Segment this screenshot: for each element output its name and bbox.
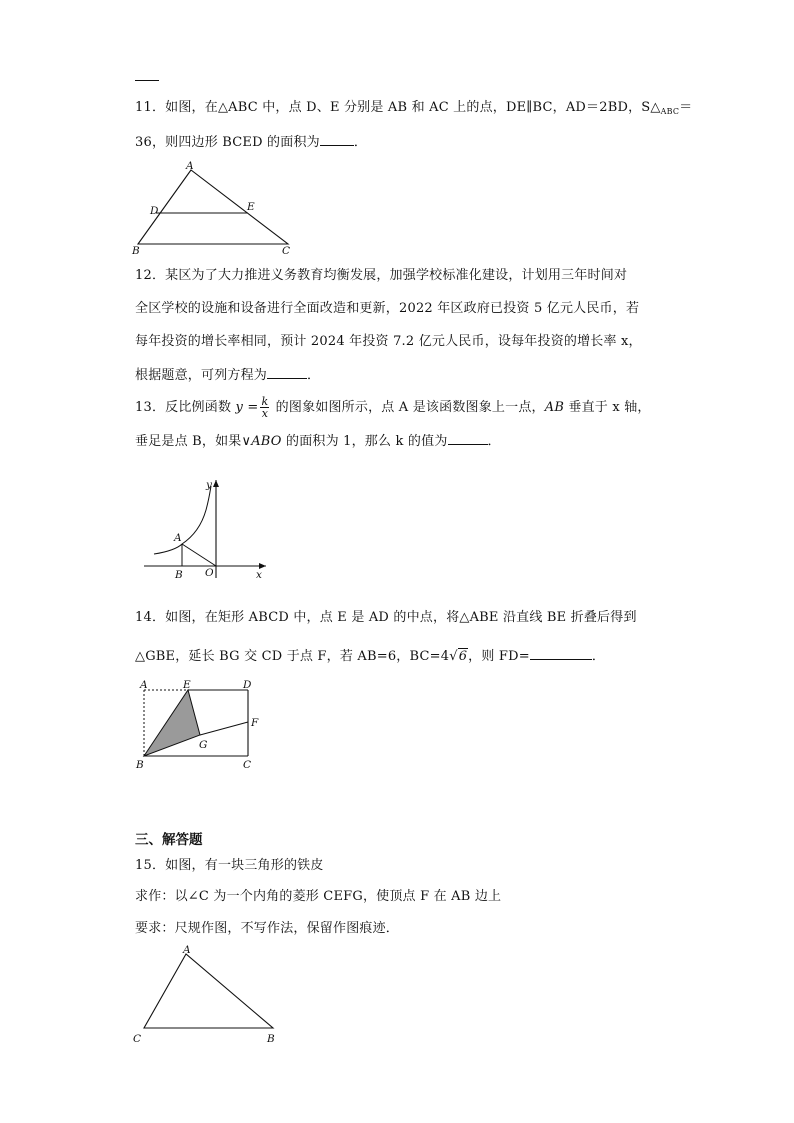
q12-text4: 根据题意，可列方程为: [135, 368, 268, 383]
q11-text2: 36，则四边形 BCED 的面积为: [135, 135, 320, 150]
q11-triangle-figure: [128, 158, 300, 258]
q11-line2: [135, 133, 367, 151]
sqrt-value: 6: [458, 649, 468, 664]
label-e: E: [247, 201, 255, 213]
label-g: G: [199, 739, 208, 751]
q15-line1: 15．如图，有一块三角形的铁皮: [135, 858, 324, 873]
sqrt-symbol: √: [449, 649, 458, 664]
answer-blank[interactable]: [267, 366, 307, 379]
q14-rectangle-figure: [130, 678, 270, 772]
segment-gf: [200, 722, 248, 735]
q12-line4: [135, 366, 320, 384]
label-x: x: [256, 569, 262, 581]
q14-line2: △GBE，延长 BG 交 CD 于点 F，若 AB=6，BC=4√6，则 FD= ．: [135, 649, 606, 664]
q13-ab: AB: [544, 400, 565, 415]
label-b: B: [132, 245, 140, 257]
label-d: D: [243, 679, 252, 691]
label-b: B: [136, 759, 144, 771]
q12-text4-end: ．: [307, 368, 321, 383]
label-b: B: [267, 1033, 275, 1045]
y-axis-arrow: [213, 480, 219, 487]
q13-line2: 垂足是点 B，如果∨ABO 的面积为 1，那么 k 的值为 ．: [135, 434, 501, 449]
q15-triangle-figure: [128, 942, 288, 1046]
label-f: F: [251, 717, 259, 729]
triangle-abc: [144, 954, 273, 1028]
answer-blank[interactable]: [448, 432, 488, 445]
label-e: E: [183, 679, 191, 691]
q12-line3: 每年投资的增长率相同，预计 2024 年投资 7.2 亿元人民币，设每年投资的增长率 x，: [135, 334, 642, 349]
label-b: B: [175, 569, 183, 581]
q11-text2-end: ．: [353, 135, 368, 150]
label-o: O: [205, 567, 214, 579]
q13-tail: 垂直于 x 轴，: [564, 400, 651, 415]
label-c: C: [133, 1033, 142, 1045]
q13-triangle: ∨ABO: [241, 434, 282, 449]
q14-line1: 14．如图，在矩形 ABCD 中，点 E 是 AD 的中点，将△ABE 沿直线 BE 折叠后得到: [135, 610, 637, 625]
label-c: C: [243, 759, 252, 771]
label-y: y: [206, 479, 212, 491]
q15-line2: 求作：以∠C 为一个内角的菱形 CEFG，使顶点 F 在 AB 边上: [135, 889, 502, 904]
q12-line1: 12．某区为了大力推进义务教育均衡发展，加强学校标准化建设，计划用三年时间对: [135, 268, 628, 283]
label-a: A: [186, 160, 194, 172]
q11-text: 11．如图，在△ABC 中，点 D、E 分别是 AB 和 AC 上的点，DE∥BC，AD＝2BD，S△: [135, 100, 661, 115]
q13-hyperbola-figure: [138, 474, 274, 584]
q13-y-eq: y =: [235, 400, 259, 415]
q15-line3: 要求：尺规作图，不写作法，保留作图痕迹．: [135, 921, 400, 936]
segment-ao: [182, 544, 216, 566]
q11-line1: [135, 100, 692, 120]
label-d: D: [150, 205, 159, 217]
q11-subscript: ABC: [660, 107, 680, 116]
label-a: A: [140, 679, 148, 691]
top-rule: [135, 80, 159, 81]
q13-mid: 的图象如图所示，点 A 是该函数图象上一点，: [271, 400, 545, 415]
triangle-abc: [138, 170, 288, 244]
label-a: A: [174, 532, 182, 544]
section-title: 三、解答题: [135, 832, 203, 848]
answer-blank[interactable]: [530, 647, 592, 660]
q12-line2: 全区学校的设施和设备进行全面改造和更新，2022 年区政府已投资 5 亿元人民币，若: [135, 301, 640, 316]
q11-text-end: ＝: [679, 100, 693, 115]
folded-triangle-gbe: [144, 690, 200, 756]
q13-prefix: 13．反比例函数: [135, 400, 236, 415]
q13-line1: [135, 396, 651, 419]
answer-blank[interactable]: [320, 133, 354, 146]
fraction-k-over-x: $\frac{k}{x}$: [261, 395, 269, 420]
label-a: A: [183, 944, 191, 956]
label-c: C: [282, 245, 291, 257]
